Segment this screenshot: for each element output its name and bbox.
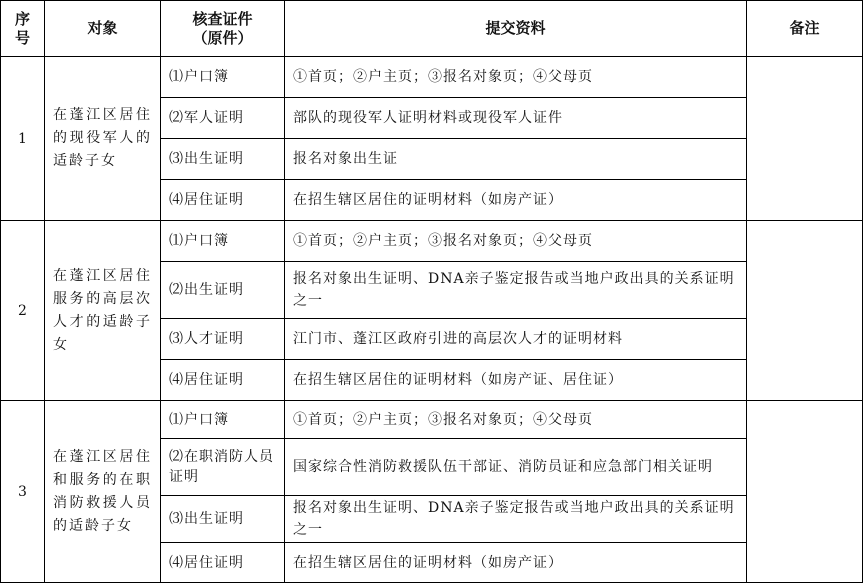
object-cell: 在蓬江区居住服务的高层次人才的适龄子女	[45, 221, 161, 401]
row-number: 3	[1, 401, 45, 583]
material-cell: 报名对象出生证明、DNA亲子鉴定报告或当地户政出具的关系证明之一	[285, 496, 747, 543]
material-cell: 在招生辖区居住的证明材料（如房产证）	[285, 543, 747, 583]
note-cell	[747, 221, 863, 401]
material-cell: 报名对象出生证明、DNA亲子鉴定报告或当地户政出具的关系证明之一	[285, 262, 747, 319]
row-number: 2	[1, 221, 45, 401]
check-document: ⑴户口簿	[161, 401, 285, 439]
header-note: 备注	[747, 1, 863, 57]
table-row	[1, 57, 863, 98]
check-document: ⑴户口簿	[161, 221, 285, 262]
check-document: ⑵军人证明	[161, 98, 285, 139]
material-cell: ①首页；②户主页；③报名对象页；④父母页	[285, 221, 747, 262]
material-cell: 在招生辖区居住的证明材料（如房产证）	[285, 180, 747, 221]
header-row	[1, 1, 863, 57]
object-cell: 在蓬江区居住和服务的在职消防救援人员的适龄子女	[45, 401, 161, 583]
material-cell: 报名对象出生证	[285, 139, 747, 180]
table-row	[1, 401, 863, 439]
material-cell: 江门市、蓬江区政府引进的高层次人才的证明材料	[285, 319, 747, 360]
check-document: ⑵在职消防人员证明	[161, 439, 285, 496]
table-row	[1, 221, 863, 262]
material-cell: 国家综合性消防救援队伍干部证、消防员证和应急部门相关证明	[285, 439, 747, 496]
note-cell	[747, 401, 863, 583]
check-document: ⑶出生证明	[161, 139, 285, 180]
header-no: 序 号	[1, 1, 45, 57]
note-cell	[747, 57, 863, 221]
check-document: ⑶出生证明	[161, 496, 285, 543]
check-document: ⑶人才证明	[161, 319, 285, 360]
check-document: ⑴户口簿	[161, 57, 285, 98]
row-number: 1	[1, 57, 45, 221]
check-document: ⑷居住证明	[161, 543, 285, 583]
material-cell: 部队的现役军人证明材料或现役军人证件	[285, 98, 747, 139]
object-cell: 在蓬江区居住的现役军人的适龄子女	[45, 57, 161, 221]
header-materials: 提交资料	[285, 1, 747, 57]
material-cell: ①首页；②户主页；③报名对象页；④父母页	[285, 57, 747, 98]
header-check: 核查证件 （原件）	[161, 1, 285, 57]
header-object: 对象	[45, 1, 161, 57]
material-cell: 在招生辖区居住的证明材料（如房产证、居住证）	[285, 360, 747, 401]
check-document: ⑵出生证明	[161, 262, 285, 319]
check-document: ⑷居住证明	[161, 180, 285, 221]
check-document: ⑷居住证明	[161, 360, 285, 401]
material-cell: ①首页；②户主页；③报名对象页；④父母页	[285, 401, 747, 439]
